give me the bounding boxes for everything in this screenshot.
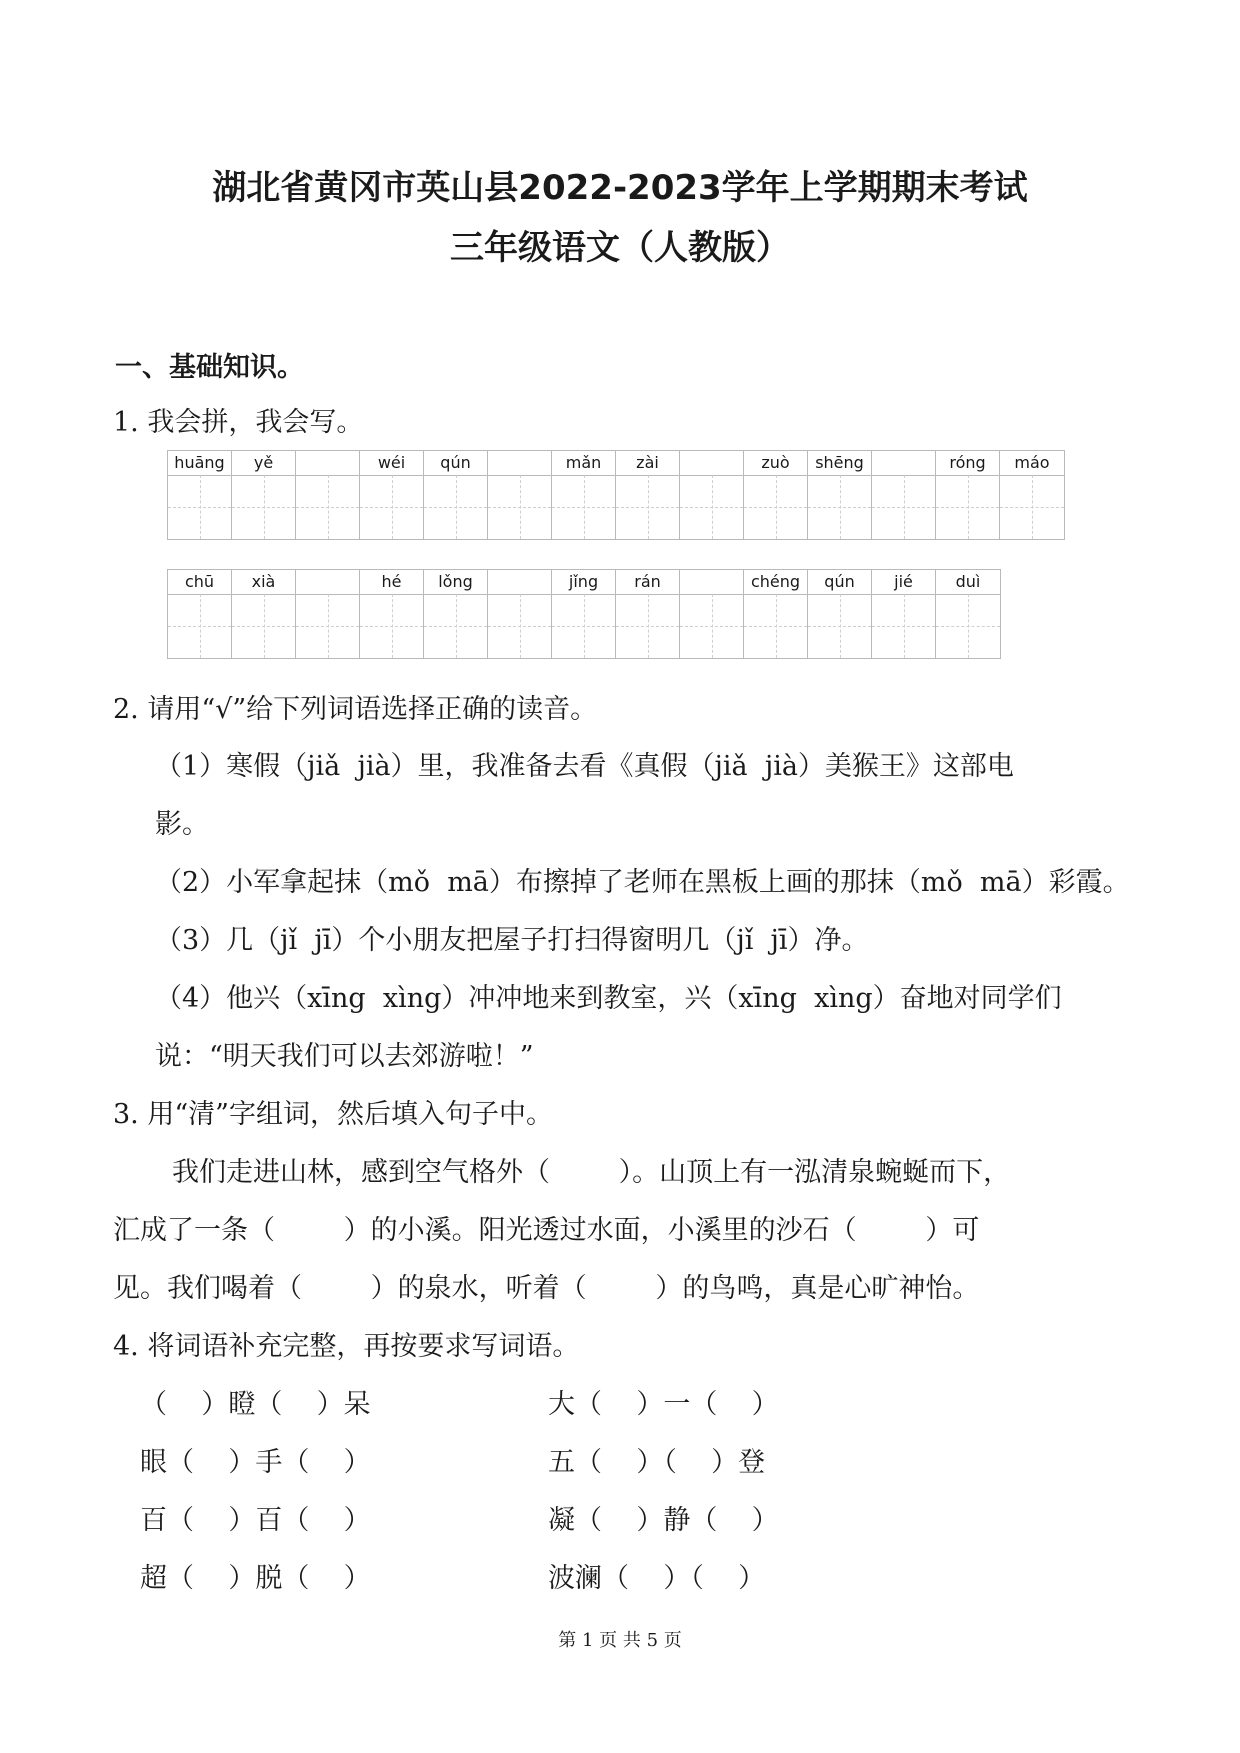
page-footer: 第 1 页 共 5 页 bbox=[558, 1630, 682, 1651]
question-3-label: 3. 用“清”字组词，然后填入句子中。 bbox=[113, 1099, 553, 1130]
pinyin-cell bbox=[808, 451, 872, 539]
pinyin-label bbox=[296, 570, 359, 595]
question-2-item: 影。 bbox=[155, 809, 209, 840]
pinyin-grid-row-1 bbox=[167, 450, 1065, 540]
pinyin-cell bbox=[808, 570, 872, 658]
question-1-label: 1. 我会拼，我会写。 bbox=[113, 407, 364, 438]
pinyin-cell bbox=[360, 451, 424, 539]
pinyin-cell-blank bbox=[680, 451, 744, 539]
question-3-passage-line: 见。我们喝着（ ）的泉水，听着（ ）的鸟鸣，真是心旷神怡。 bbox=[113, 1273, 980, 1304]
question-2-item: （1）寒假（jiǎ jià）里，我准备去看《真假（jiǎ jià）美猴王》这部电 bbox=[155, 751, 1014, 782]
question-3-passage-line: 我们走进山林，感到空气格外（ ）。山顶上有一泓清泉蜿蜒而下， bbox=[172, 1157, 1011, 1188]
pinyin-cell-blank bbox=[680, 570, 744, 658]
pinyin-label: zuò bbox=[744, 451, 807, 476]
pinyin-cell bbox=[552, 451, 616, 539]
pinyin-cell bbox=[232, 451, 296, 539]
pinyin-cell bbox=[936, 570, 1000, 658]
pinyin-label bbox=[488, 451, 551, 476]
pinyin-cell bbox=[232, 570, 296, 658]
pinyin-cell bbox=[1000, 451, 1064, 539]
pinyin-label: xià bbox=[232, 570, 295, 595]
pinyin-label: chū bbox=[168, 570, 231, 595]
pinyin-label: wéi bbox=[360, 451, 423, 476]
pinyin-cell bbox=[168, 570, 232, 658]
pinyin-label: huāng bbox=[168, 451, 231, 476]
pinyin-label: shēng bbox=[808, 451, 871, 476]
title-line-2: 三年级语文（人教版） bbox=[450, 228, 790, 268]
question-2-label: 2. 请用“√”给下列词语选择正确的读音。 bbox=[113, 694, 598, 725]
pinyin-label: zài bbox=[616, 451, 679, 476]
pinyin-label: jié bbox=[872, 570, 935, 595]
pinyin-cell-blank bbox=[296, 570, 360, 658]
pinyin-label bbox=[488, 570, 551, 595]
pinyin-label: yě bbox=[232, 451, 295, 476]
question-4-left-item: 眼（ ）手（ ） bbox=[140, 1447, 371, 1478]
pinyin-label: róng bbox=[936, 451, 999, 476]
pinyin-cell bbox=[360, 570, 424, 658]
question-3-passage-line: 汇成了一条（ ）的小溪。阳光透过水面，小溪里的沙石（ ）可 bbox=[113, 1215, 980, 1246]
pinyin-label bbox=[680, 451, 743, 476]
pinyin-cell-blank bbox=[872, 451, 936, 539]
pinyin-label: máo bbox=[1000, 451, 1064, 476]
pinyin-cell bbox=[936, 451, 1000, 539]
question-2-item: （2）小军拿起抹（mǒ mā）布擦掉了老师在黑板上画的那抹（mǒ mā）彩霞。 bbox=[155, 867, 1130, 898]
pinyin-cell-blank bbox=[488, 570, 552, 658]
section-heading: 一、基础知识。 bbox=[115, 352, 304, 383]
pinyin-cell bbox=[616, 451, 680, 539]
pinyin-label: jǐng bbox=[552, 570, 615, 595]
pinyin-cell bbox=[552, 570, 616, 658]
pinyin-grid-row-2 bbox=[167, 569, 1001, 659]
question-4-left-item: （ ）瞪（ ）呆 bbox=[140, 1389, 371, 1420]
question-4-left-item: 百（ ）百（ ） bbox=[140, 1505, 371, 1536]
question-4-label: 4. 将词语补充完整，再按要求写词语。 bbox=[113, 1331, 580, 1362]
pinyin-cell bbox=[872, 570, 936, 658]
pinyin-cell bbox=[424, 570, 488, 658]
pinyin-cell-blank bbox=[296, 451, 360, 539]
question-4-right-item: 波澜（ ）（ ） bbox=[548, 1563, 766, 1594]
pinyin-label bbox=[872, 451, 935, 476]
pinyin-cell bbox=[744, 451, 808, 539]
question-4-left-item: 超（ ）脱（ ） bbox=[140, 1563, 371, 1594]
pinyin-cell bbox=[424, 451, 488, 539]
question-2-item: （4）他兴（xīng xìng）冲冲地来到教室，兴（xīng xìng）奋地对同学们 bbox=[155, 983, 1062, 1014]
pinyin-cell bbox=[616, 570, 680, 658]
pinyin-cell-blank bbox=[488, 451, 552, 539]
pinyin-label: hé bbox=[360, 570, 423, 595]
question-4-right-item: 五（ ）（ ）登 bbox=[548, 1447, 766, 1478]
question-2-item: （3）几（jǐ jī）个小朋友把屋子打扫得窗明几（jǐ jī）净。 bbox=[155, 925, 869, 956]
question-2-item: 说：“明天我们可以去郊游啦！” bbox=[155, 1041, 534, 1072]
pinyin-cell bbox=[744, 570, 808, 658]
title-line-1: 湖北省黄冈市英山县2022-2023学年上学期期末考试 bbox=[212, 168, 1028, 208]
pinyin-label: mǎn bbox=[552, 451, 615, 476]
question-4-right-item: 大（ ）一（ ） bbox=[548, 1389, 779, 1420]
pinyin-label bbox=[680, 570, 743, 595]
pinyin-label: qún bbox=[424, 451, 487, 476]
pinyin-label: duì bbox=[936, 570, 1000, 595]
pinyin-label: chéng bbox=[744, 570, 807, 595]
pinyin-label: qún bbox=[808, 570, 871, 595]
pinyin-cell bbox=[168, 451, 232, 539]
pinyin-label bbox=[296, 451, 359, 476]
pinyin-label: lǒng bbox=[424, 570, 487, 595]
pinyin-label: rán bbox=[616, 570, 679, 595]
question-4-right-item: 凝（ ）静（ ） bbox=[548, 1505, 779, 1536]
